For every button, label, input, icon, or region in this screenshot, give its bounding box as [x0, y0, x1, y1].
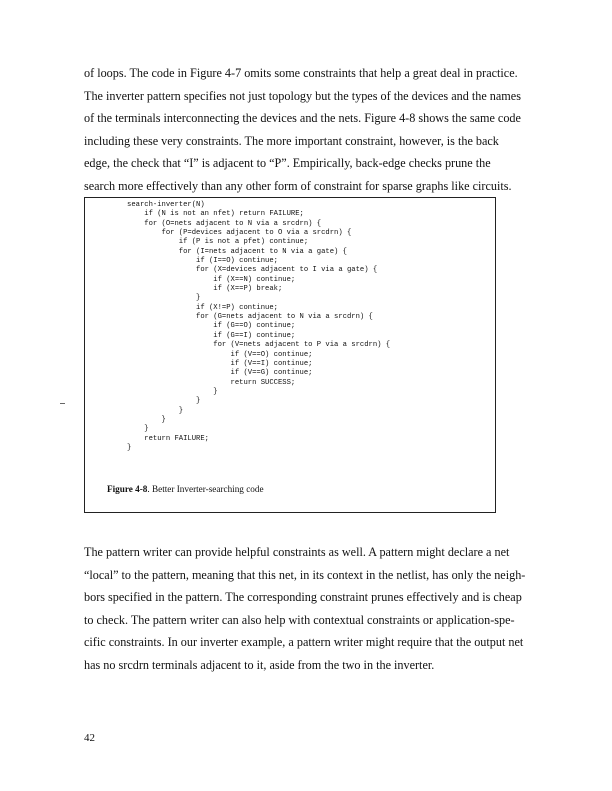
figure-caption-text: . Better Inverter-searching code	[147, 484, 264, 494]
text-line: edge, the check that “I” is adjacent to “P”. Empirically, back-edge checks prune the	[84, 156, 491, 171]
code-line: }	[127, 415, 166, 424]
code-line: }	[127, 387, 218, 396]
code-line: if (X!=P) continue;	[127, 303, 278, 312]
figure-caption	[107, 484, 264, 494]
code-line: if (N is not an nfet) return FAILURE;	[127, 210, 304, 219]
text-line: to check. The pattern writer can also help with contextual constraints or application-spe-	[84, 612, 515, 627]
code-line: if (X==N) continue;	[127, 275, 296, 284]
code-line: if (X==P) break;	[127, 285, 283, 294]
text-line: search more effectively than any other form of constraint for sparse graphs like circuits.	[84, 178, 512, 193]
code-line: if (V==I) continue;	[127, 359, 313, 368]
code-line: for (G=nets adjacent to N via a srcdrn) {	[127, 313, 373, 322]
page-number: 42	[84, 732, 95, 744]
code-line: if (P is not a pfet) continue;	[127, 238, 309, 247]
code-line: if (I==O) continue;	[127, 257, 278, 266]
text-line: including these very constraints. The more important constraint, however, is the back	[84, 133, 499, 148]
body-paragraph-bottom	[84, 541, 524, 677]
code-line: return FAILURE;	[127, 434, 209, 443]
code-line: for (I=nets adjacent to N via a gate) {	[127, 247, 347, 256]
text-line: of the terminals interconnecting the devices and the nets. Figure 4-8 shows the same code	[84, 111, 521, 126]
body-paragraph-top	[84, 62, 524, 198]
code-line: }	[127, 406, 184, 415]
figure-caption-label: Figure 4-8	[107, 484, 148, 494]
text-line: “local” to the pattern, meaning that this net, in its context in the netlist, has only the neigh-	[84, 567, 526, 582]
text-line: bors specified in the pattern. The corresponding constraint prunes effectively and is cheap	[84, 590, 522, 605]
code-line: for (X=devices adjacent to I via a gate) {	[127, 266, 378, 275]
code-line: }	[127, 294, 201, 303]
code-line: for (O=nets adjacent to N via a srcdrn) {	[127, 219, 322, 228]
code-line: if (V==G) continue;	[127, 369, 313, 378]
text-line: The inverter pattern specifies not just topology but the types of the devices and the names	[84, 88, 521, 103]
code-line: for (V=nets adjacent to P via a srcdrn) {	[127, 341, 391, 350]
code-listing	[127, 201, 390, 453]
code-line: return SUCCESS;	[127, 378, 296, 387]
text-line: of loops. The code in Figure 4-7 omits some constraints that help a great deal in practice.	[84, 66, 518, 80]
code-line: if (G==O) continue;	[127, 322, 296, 331]
code-line: }	[127, 443, 132, 452]
code-line: if (G==I) continue;	[127, 331, 296, 340]
text-line: The pattern writer can provide helpful constraints as well. A pattern might declare a net	[84, 545, 510, 559]
code-line: }	[127, 397, 201, 406]
text-line: cific constraints. In our inverter example, a pattern writer might require that the output net	[84, 635, 524, 650]
code-line: for (P=devices adjacent to O via a srcdrn) {	[127, 229, 352, 238]
code-line: search-inverter(N)	[127, 201, 205, 209]
code-line: if (V==O) continue;	[127, 350, 313, 359]
code-line: }	[127, 425, 149, 434]
text-line: has no srcdrn terminals adjacent to it, aside from the two in the inverter.	[84, 657, 435, 672]
margin-mark	[60, 403, 65, 404]
